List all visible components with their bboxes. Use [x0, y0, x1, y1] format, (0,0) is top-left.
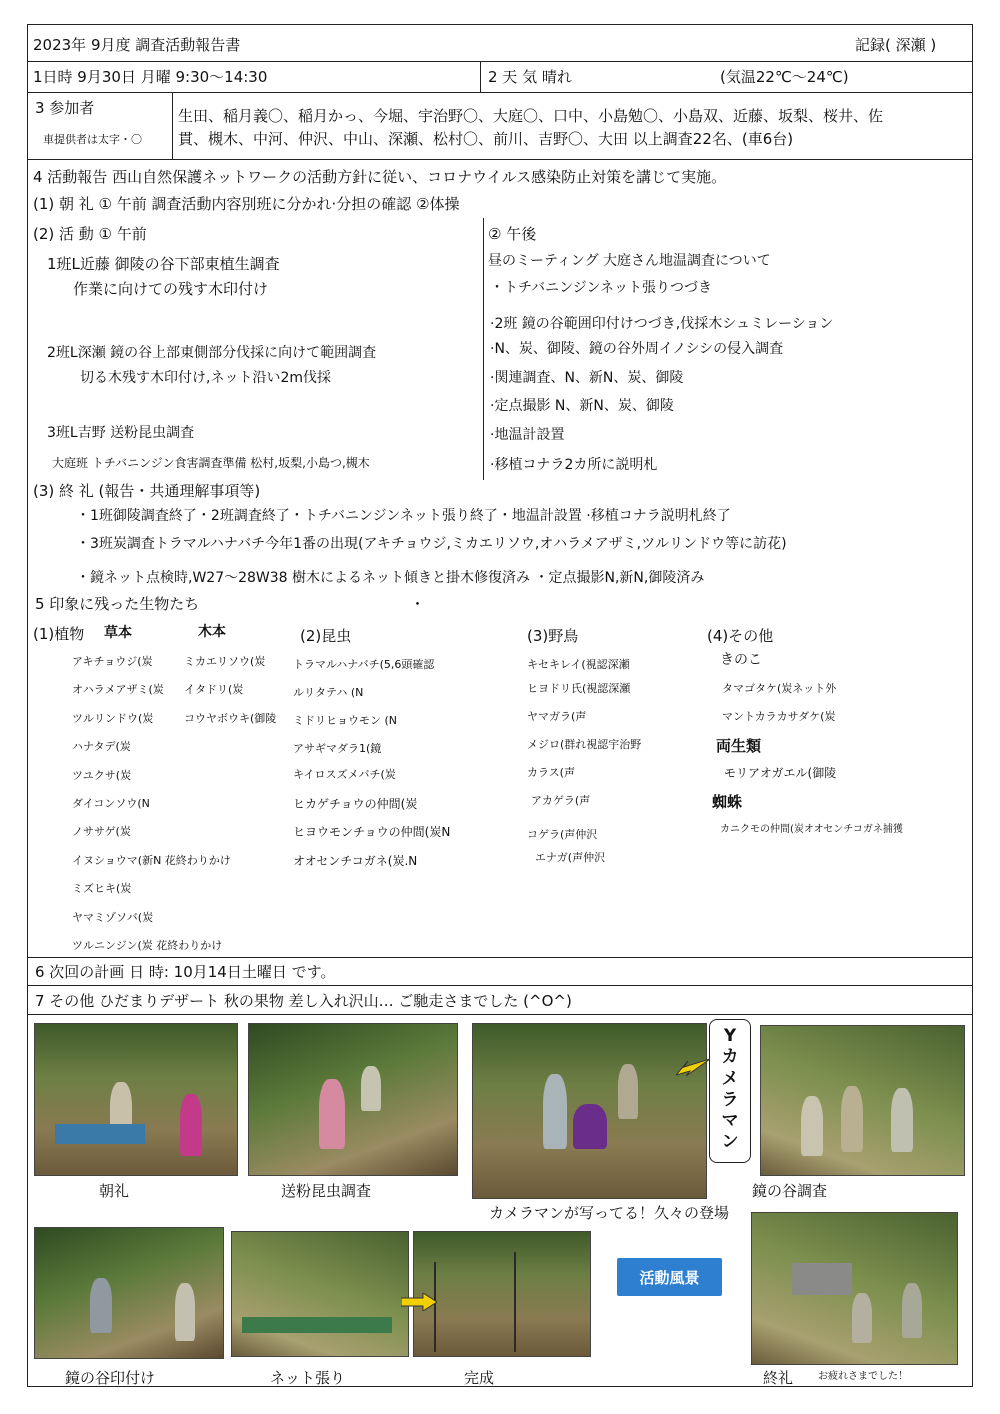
- divider: [483, 218, 484, 480]
- divider: [27, 92, 973, 93]
- pm-item: ・トチバニンジンネット張りつづき: [490, 280, 713, 296]
- divider: [27, 957, 973, 958]
- species-item: キセキレイ(視認深瀬: [527, 658, 630, 671]
- divider: [480, 61, 481, 92]
- species-item: ミドリヒョウモン (N: [293, 714, 398, 727]
- am-item: 2班L深瀬 鏡の谷上部東側部分伐採に向けて範囲調査: [47, 345, 377, 361]
- species-item: ヒカゲチョウの仲間(炭: [293, 797, 418, 811]
- species-item: アキチョウジ(炭: [72, 655, 153, 668]
- species-item: マントカラカサダケ(炭: [722, 710, 836, 723]
- species-item: タマゴタケ(炭ネット外: [722, 682, 837, 695]
- species-item: ノササゲ(炭: [72, 825, 131, 839]
- divider: [27, 61, 973, 62]
- date-time: 1日時 9月30日 月曜 9:30〜14:30: [33, 68, 268, 86]
- species-item: ツルニンジン(炭 花終わりかけ: [72, 939, 223, 952]
- divider: [172, 92, 173, 159]
- species-item: ヤマミゾソバ(炭: [72, 910, 154, 924]
- callout-char: ン: [721, 1132, 739, 1153]
- weather: 2 天 気 晴れ: [488, 68, 572, 86]
- pm-label: ② 午後: [488, 225, 537, 243]
- species-item: コウヤボウキ(御陵: [184, 711, 277, 725]
- morning-assembly: (1) 朝 礼 ① 午前 調査活動内容別班に分かれ·分担の確認 ②体操: [33, 195, 460, 213]
- species-heading: 5 印象に残った生物たち: [35, 595, 200, 613]
- species-item: コゲラ(声仲沢: [527, 828, 598, 841]
- species-item: ダイコンソウ(N: [72, 797, 150, 810]
- photo-caption: 終礼: [763, 1369, 794, 1387]
- am-item: 1班L近藤 御陵の谷下部東植生調査: [47, 255, 280, 273]
- am-item: 大庭班 トチバニンジン食害調査準備 松村,坂梨,小島つ,槻木: [52, 456, 370, 470]
- activity-scene-button[interactable]: 活動風景: [617, 1258, 722, 1296]
- birds-label: (3)野鳥: [527, 627, 579, 645]
- photo-closing-assembly: [751, 1212, 958, 1365]
- species-item: イタドリ(炭: [184, 683, 244, 697]
- species-item: ルリタテハ (N: [293, 686, 364, 699]
- pm-item: ·2班 鏡の谷範囲印付けつづき,伐採木シュミレーション: [490, 316, 834, 332]
- page-title: 2023年 9月度 調査活動報告書: [33, 36, 241, 54]
- photo-caption: ネット張り: [270, 1369, 346, 1387]
- species-item: アカゲラ(声: [531, 794, 591, 807]
- closing-note: お疲れさまでした！: [818, 1371, 908, 1382]
- species-item: ヤマガラ(声: [527, 710, 587, 723]
- divider: [27, 159, 973, 160]
- photo-caption: 完成: [464, 1369, 495, 1387]
- pm-item: ·N、炭、御陵、鏡の谷外周イノシシの侵入調査: [490, 341, 784, 357]
- species-item: オオセンチコガネ(炭.N: [293, 854, 418, 868]
- species-item: モリアオガエル(御陵: [724, 766, 837, 780]
- divider: [27, 985, 973, 986]
- species-item: キイロスズメバチ(炭: [293, 768, 396, 781]
- photo-caption: 鏡の谷調査: [752, 1182, 828, 1200]
- amphibian-label: 両生類: [716, 737, 762, 755]
- divider: [27, 1014, 973, 1015]
- recorder: 記録( 深瀬 ): [855, 36, 937, 54]
- insects-label: (2)昆虫: [300, 627, 352, 645]
- photo-completed: [413, 1231, 591, 1357]
- pm-item: ·地温計設置: [490, 427, 565, 443]
- closing-item: ・鏡ネット点検時,W27〜28W38 樹木によるネット傾きと掛木修復済み ・定点撮影N,新N,御陵済み: [76, 570, 705, 586]
- species-item: ツルリンドウ(炭: [72, 711, 154, 725]
- activity-label: (2) 活 動 ① 午前: [33, 225, 147, 243]
- photo-pollinator-survey: [248, 1023, 458, 1176]
- species-item: ツユクサ(炭: [72, 768, 132, 782]
- species-item: ミズヒキ(炭: [72, 882, 132, 896]
- pm-item: ·移植コナラ2カ所に説明札: [490, 457, 658, 473]
- other-label: (4)その他: [707, 627, 774, 645]
- callout-char: カ: [721, 1047, 739, 1068]
- herb-label: 草本: [104, 625, 132, 641]
- participants-label: 3 参加者: [35, 99, 95, 117]
- pm-item: ·関連調査、N、新N、炭、御陵: [490, 370, 684, 386]
- callout-char: ラ: [721, 1089, 739, 1110]
- species-item: ミカエリソウ(炭: [184, 655, 266, 668]
- species-item: ヒヨドリ氏(視認深瀬: [527, 682, 631, 695]
- photo-morning-assembly: [34, 1023, 238, 1176]
- closing-item: ・3班炭調査トラマルハナバチ今年1番の出現(アキチョウジ,ミカエリソウ,オハラメアザミ,ツルリンドウ等に訪花): [76, 536, 787, 552]
- callout-char: マ: [721, 1111, 739, 1131]
- species-dot: ・: [410, 595, 426, 613]
- species-item: カニクモの仲間(炭オオセンチコガネ捕獲: [720, 824, 903, 835]
- callout-char: Y: [723, 1026, 737, 1046]
- species-item: イヌショウマ(新N 花終わりかけ: [72, 853, 231, 867]
- species-item: カラス(声: [527, 766, 575, 779]
- species-item: アサギマダラ1(鏡: [293, 742, 382, 755]
- species-item: オハラメアザミ(炭: [72, 683, 164, 697]
- species-item: ハナタデ(炭: [72, 740, 131, 754]
- spider-label: 蜘蛛: [712, 793, 743, 811]
- species-item: トラマルハナバチ(5,6頭確認: [293, 658, 435, 671]
- pm-item: ·定点撮影 N、新N、炭、御陵: [490, 398, 674, 414]
- arrow-right-icon: [401, 1293, 437, 1311]
- other-note: 7 その他 ひだまりデザート 秋の果物 差し入れ沢山… ご馳走さまでした (^O^): [35, 992, 572, 1010]
- temperature: (気温22℃〜24℃): [720, 68, 849, 86]
- photo-caption: カメラマンが写ってる！久々の登場: [489, 1204, 730, 1222]
- am-item: 3班L吉野 送粉昆虫調査: [47, 425, 195, 441]
- photo-kagami-marking: [34, 1227, 224, 1359]
- photo-caption: 朝礼: [99, 1182, 130, 1200]
- participants-line1: 生田、稲月義〇、稲月かっ、今堀、宇治野〇、大庭〇、口中、小島勉〇、小島双、近藤、坂梨、桜井、佐: [178, 107, 884, 125]
- photo-net-setting: [231, 1231, 409, 1357]
- participants-note: 車提供者は太字・〇: [43, 133, 142, 146]
- plants-label: (1)植物: [33, 625, 85, 643]
- pm-item: 昼のミーティング 大庭さん地温調査について: [488, 253, 771, 269]
- cameraman-callout: [709, 1019, 751, 1163]
- callout-char: メ: [721, 1068, 739, 1089]
- next-plan: 6 次回の計画 日 時: 10月14日土曜日 です。: [35, 963, 336, 981]
- mushroom-label: きのこ: [720, 652, 762, 668]
- species-item: ヒヨウモンチョウの仲間(炭N: [293, 825, 451, 839]
- am-item: 切る木残す木印付け,ネット沿い2m伐採: [80, 370, 331, 386]
- species-item: エナガ(声仲沢: [535, 851, 606, 864]
- photo-caption: 鏡の谷印付け: [65, 1369, 156, 1387]
- participants-line2: 貫、槻木、中河、仲沢、中山、深瀬、松村〇、前川、吉野〇、大田 以上調査22名、(車6台): [178, 130, 794, 148]
- closing-item: ・1班御陵調査終了・2班調査終了・トチバニンジンネット張り終了・地温計設置 ·移植コナラ説明札終了: [76, 508, 731, 524]
- photo-caption: 送粉昆虫調査: [281, 1182, 372, 1200]
- photo-kagami-survey: [760, 1025, 965, 1176]
- photo-cameraman: [472, 1023, 707, 1199]
- species-item: メジロ(群れ視認宇治野: [527, 738, 642, 751]
- tree-label: 木本: [198, 624, 226, 640]
- am-item: 作業に向けての残す木印付け: [73, 280, 269, 298]
- closing-label: (3) 終 礼 (報告・共通理解事項等): [33, 482, 261, 500]
- arrow-icon: [676, 1057, 710, 1077]
- report-heading: 4 活動報告 西山自然保護ネットワークの活動方針に従い、コロナウイルス感染防止対策を講じて実施。: [33, 168, 727, 186]
